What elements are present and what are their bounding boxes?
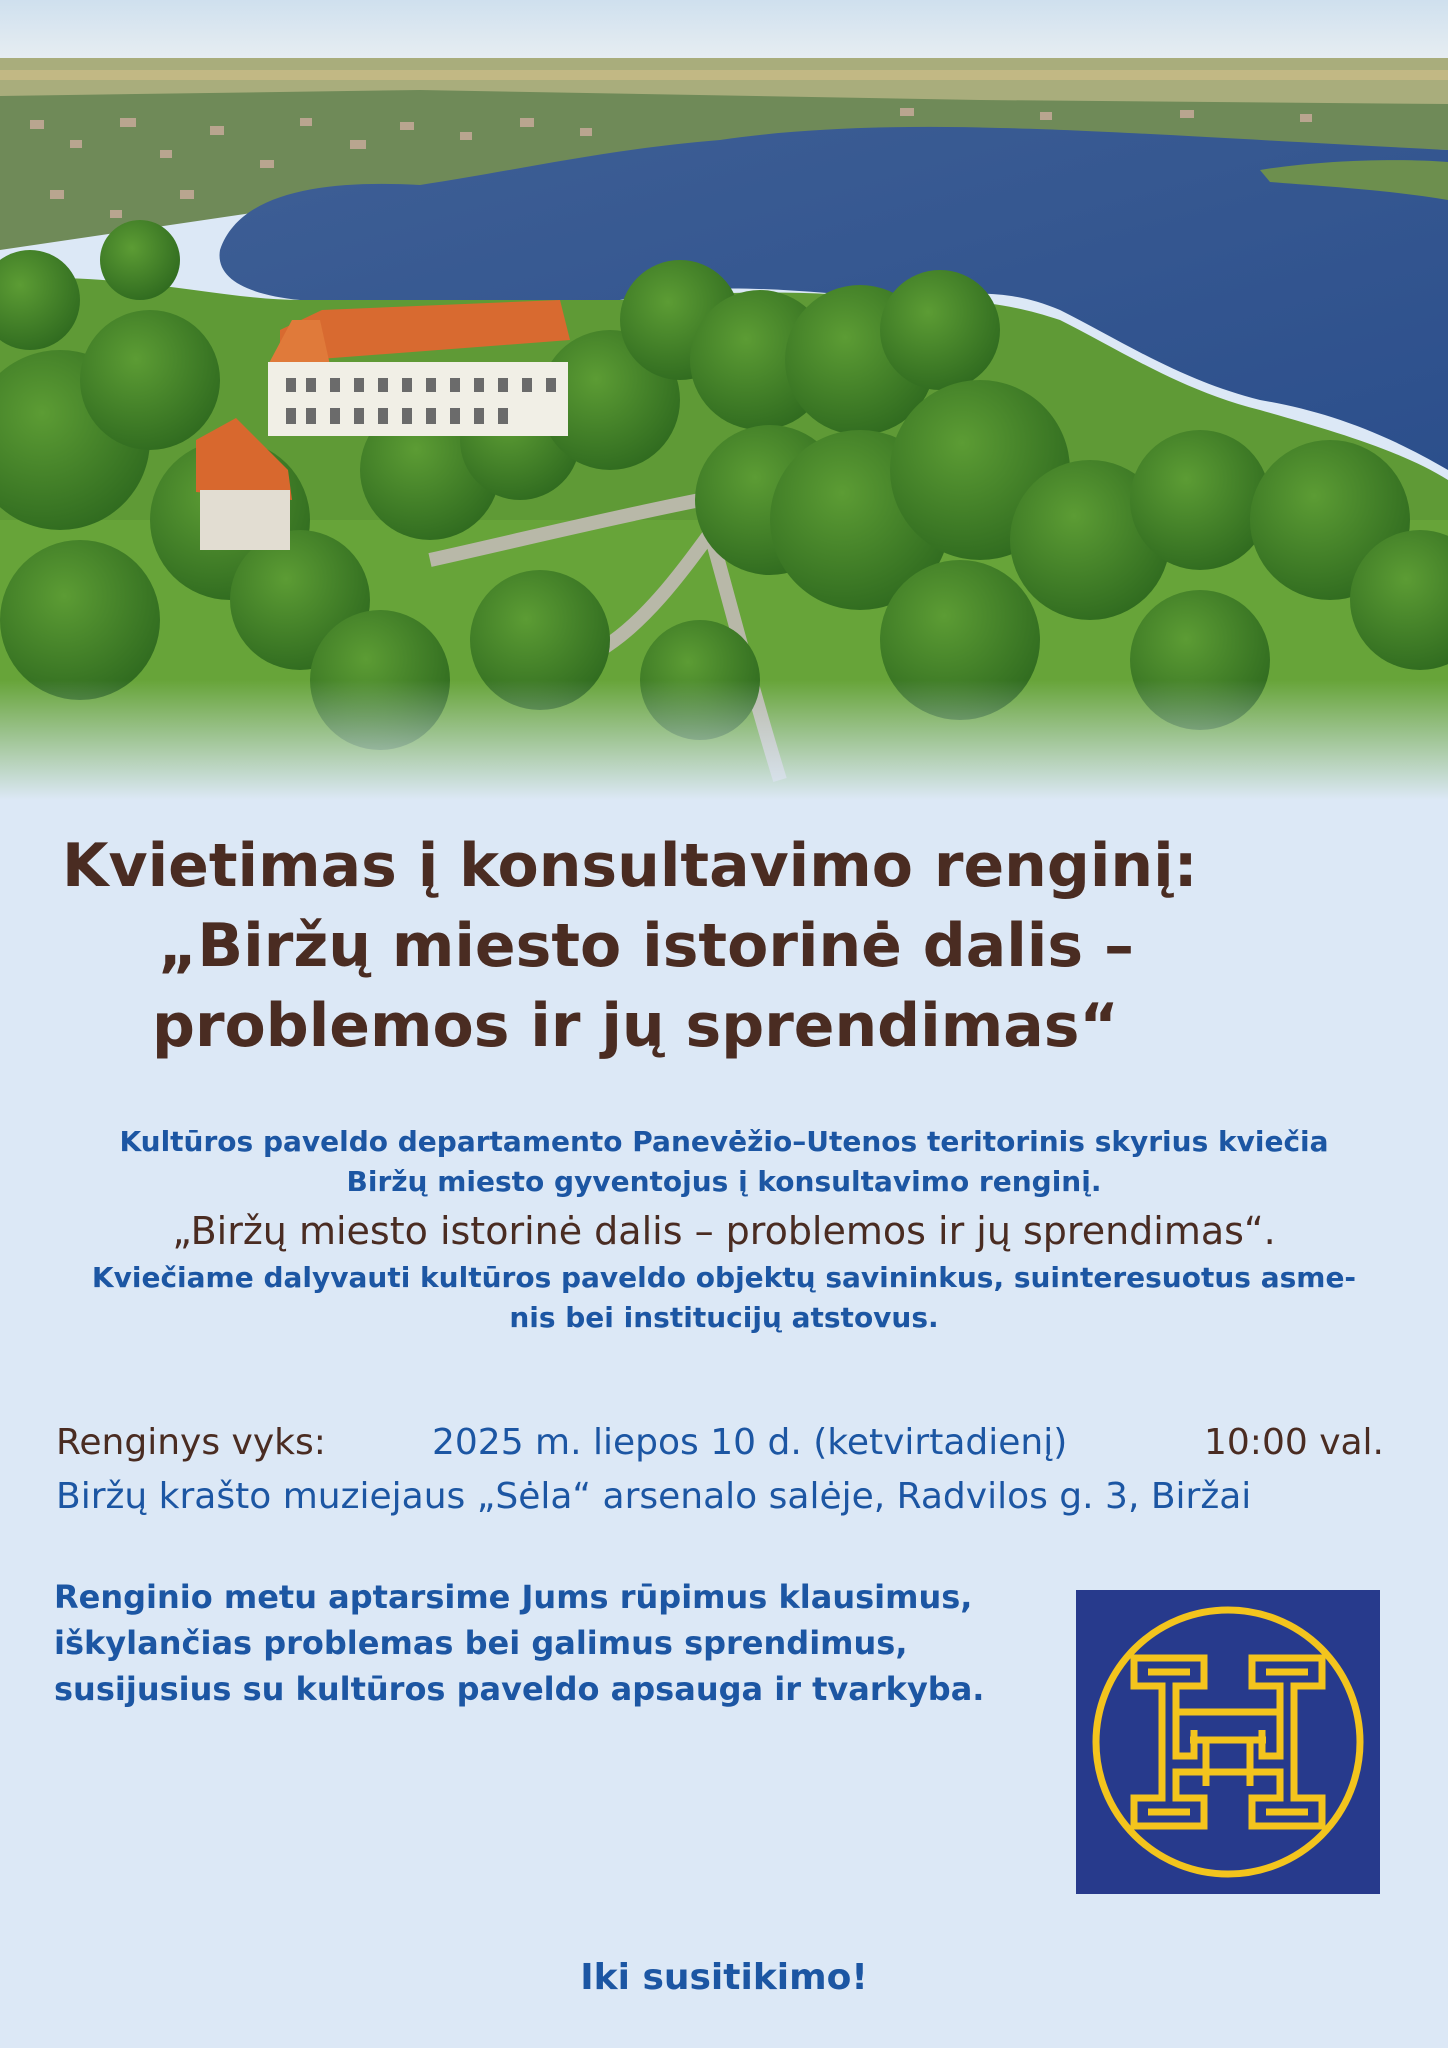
description-line-1: Renginio metu aptarsime Jums rūpimus klausimus, — [54, 1578, 973, 1616]
closing-text: Iki susitikimo! — [580, 1957, 868, 1998]
event-title-quote: „Biržų miesto istorinė dalis – problemos ir jų sprendimas“. — [172, 1209, 1276, 1253]
event-label: Renginys vyks: — [56, 1422, 326, 1463]
event-details — [56, 1418, 1426, 1522]
aerial-photo — [0, 0, 1448, 800]
heritage-emblem-icon — [1076, 1590, 1380, 1894]
description-line-2: iškylančias problemas bei galimus sprendimus, — [54, 1624, 908, 1662]
event-place: Biržų krašto muziejaus „Sėla“ arsenalo salėje, Radvilos g. 3, Biržai — [56, 1476, 1252, 1517]
intro-line-2: Biržų miesto gyventojus į konsultavimo renginį. — [346, 1165, 1102, 1198]
intro-line-4: nis bei institucijų atstovus. — [509, 1301, 939, 1334]
event-date: 2025 m. liepos 10 d. (ketvirtadienį) — [432, 1422, 1068, 1463]
intro-line-1: Kultūros paveldo departamento Panevėžio–Utenos teritorinis skyrius kviečia — [119, 1125, 1329, 1158]
intro-block — [40, 1122, 1408, 1338]
headline-line-2: „Biržų miesto istorinė dalis – — [158, 911, 1134, 981]
headline-line-1: Kvietimas į konsultavimo renginį: — [62, 831, 1198, 901]
headline — [0, 826, 1448, 1066]
description-line-3: susijusius su kultūros paveldo apsauga ir tvarkyba. — [54, 1670, 985, 1708]
event-time: 10:00 val. — [1204, 1422, 1384, 1463]
description-paragraph — [54, 1574, 1054, 1712]
intro-line-3: Kviečiame dalyvauti kultūros paveldo objektų savininkus, suinteresuotus asme- — [91, 1261, 1357, 1294]
headline-line-3: problemos ir jų sprendimas“ — [152, 991, 1119, 1061]
